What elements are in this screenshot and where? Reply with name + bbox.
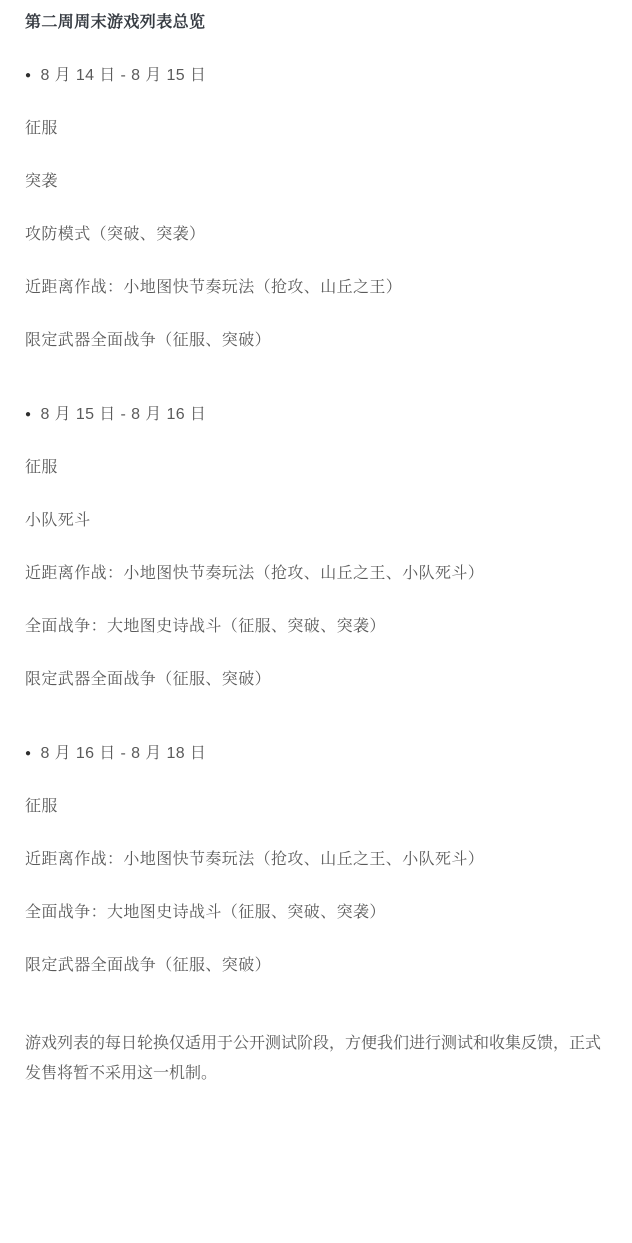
date-range-text: 8 月 16 日 - 8 月 18 日	[40, 745, 207, 762]
game-mode-item: 征服	[25, 459, 58, 476]
date-range	[25, 65, 607, 87]
game-mode-item: 突袭	[25, 173, 58, 190]
date-range-text: 8 月 15 日 - 8 月 16 日	[40, 406, 207, 423]
game-mode-item: 限定武器全面战争（征服、突破）	[25, 957, 272, 974]
date-range	[25, 743, 607, 765]
article	[0, 12, 632, 1089]
bullet-icon: ●	[25, 70, 32, 81]
date-range-text: 8 月 14 日 - 8 月 15 日	[40, 67, 207, 84]
bullet-icon: ●	[25, 409, 32, 420]
bullet-icon: ●	[25, 748, 32, 759]
game-mode-item: 近距离作战：小地图快节奏玩法（抢攻、山丘之王）	[25, 279, 403, 296]
game-mode-item: 小队死斗	[25, 512, 91, 529]
date-range	[25, 404, 607, 426]
game-mode-item: 限定武器全面战争（征服、突破）	[25, 671, 272, 688]
footer-note: 游戏列表的每日轮换仅适用于公开测试阶段，方便我们进行测试和收集反馈，正式发售将暂不采用这一机制。	[25, 1035, 602, 1082]
game-mode-item: 近距离作战：小地图快节奏玩法（抢攻、山丘之王、小队死斗）	[25, 565, 485, 582]
schedule-section-1	[25, 65, 607, 352]
game-mode-item: 攻防模式（突破、突袭）	[25, 226, 206, 243]
game-mode-item: 征服	[25, 798, 58, 815]
game-mode-item: 全面战争：大地图史诗战斗（征服、突破、突袭）	[25, 904, 386, 921]
schedule-section-2	[25, 404, 607, 691]
game-mode-item: 全面战争：大地图史诗战斗（征服、突破、突袭）	[25, 618, 386, 635]
schedule-section-3	[25, 743, 607, 977]
page-title: 第二周周末游戏列表总览	[25, 14, 206, 31]
game-mode-item: 限定武器全面战争（征服、突破）	[25, 332, 272, 349]
game-mode-item: 近距离作战：小地图快节奏玩法（抢攻、山丘之王、小队死斗）	[25, 851, 485, 868]
game-mode-item: 征服	[25, 120, 58, 137]
